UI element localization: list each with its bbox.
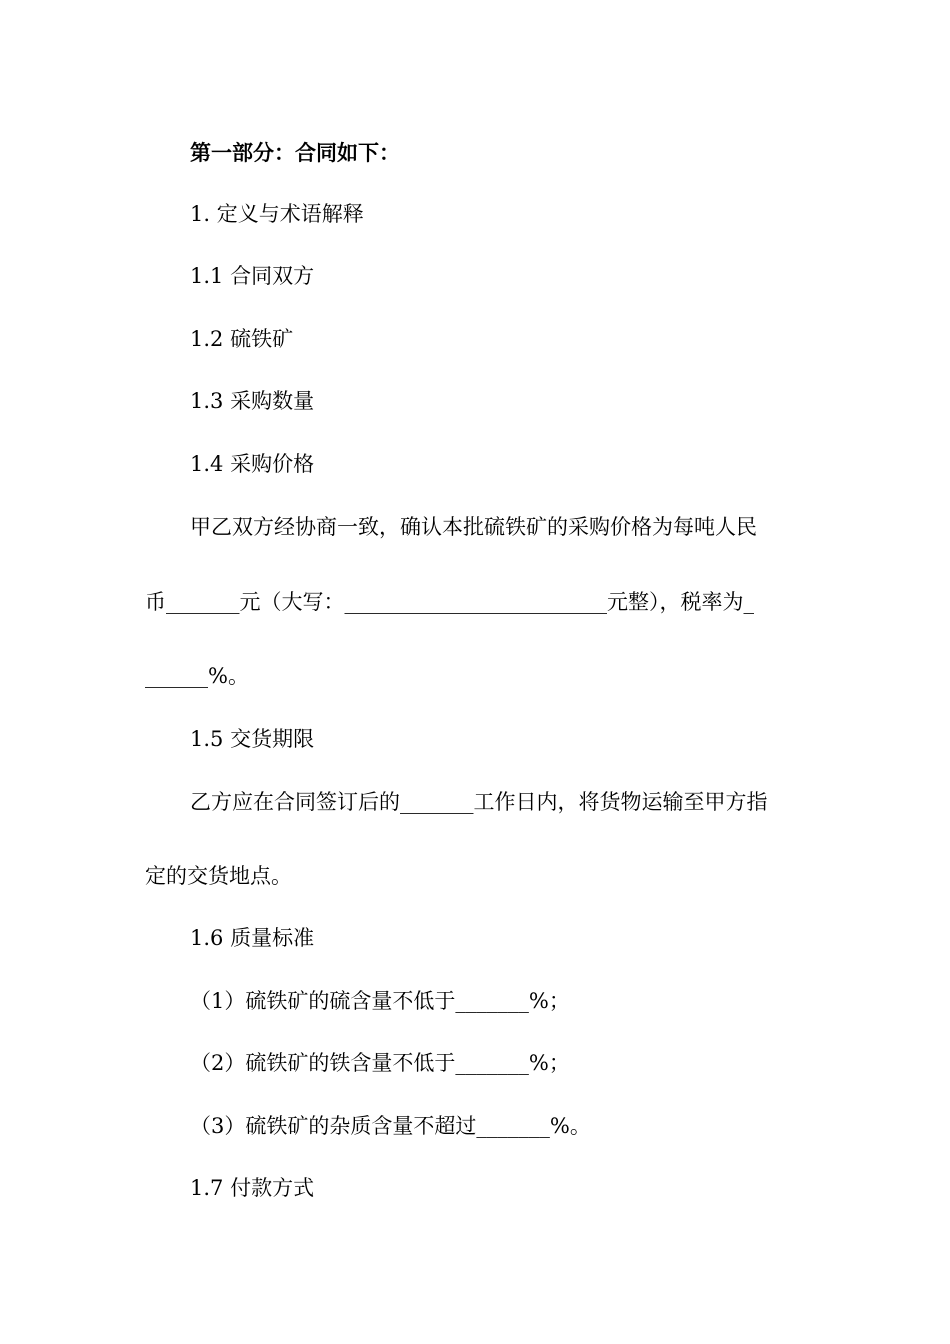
section-heading: 第一部分：合同如下： <box>190 141 400 165</box>
quality-item-3: （3）硫铁矿的杂质含量不超过_______%。 <box>190 1114 591 1138</box>
clause-1-1-title: 1.1 合同双方 <box>190 264 315 288</box>
clause-1-7-title: 1.7 付款方式 <box>190 1176 315 1200</box>
clause-1-6-title: 1.6 质量标准 <box>190 926 315 950</box>
quality-item-2: （2）硫铁矿的铁含量不低于_______%； <box>190 1051 570 1075</box>
clause-1-4-title: 1.4 采购价格 <box>190 452 315 476</box>
delivery-paragraph-line-2: 定的交货地点。 <box>145 864 292 888</box>
quality-item-1: （1）硫铁矿的硫含量不低于_______%； <box>190 989 570 1013</box>
clause-1-3-title: 1.3 采购数量 <box>190 389 315 413</box>
price-paragraph-line-1: 甲乙双方经协商一致，确认本批硫铁矿的采购价格为每吨人民 <box>190 515 757 539</box>
price-paragraph-line-3: ______%。 <box>145 664 249 688</box>
delivery-paragraph-line-1: 乙方应在合同签订后的_______工作日内，将货物运输至甲方指 <box>190 790 768 814</box>
price-paragraph-line-2: 币_______元（大写：_________________________元整），税率为_ <box>145 590 754 614</box>
clause-1-2-title: 1.2 硫铁矿 <box>190 327 294 351</box>
clause-1-title: 1. 定义与术语解释 <box>190 202 364 226</box>
clause-1-5-title: 1.5 交货期限 <box>190 727 315 751</box>
